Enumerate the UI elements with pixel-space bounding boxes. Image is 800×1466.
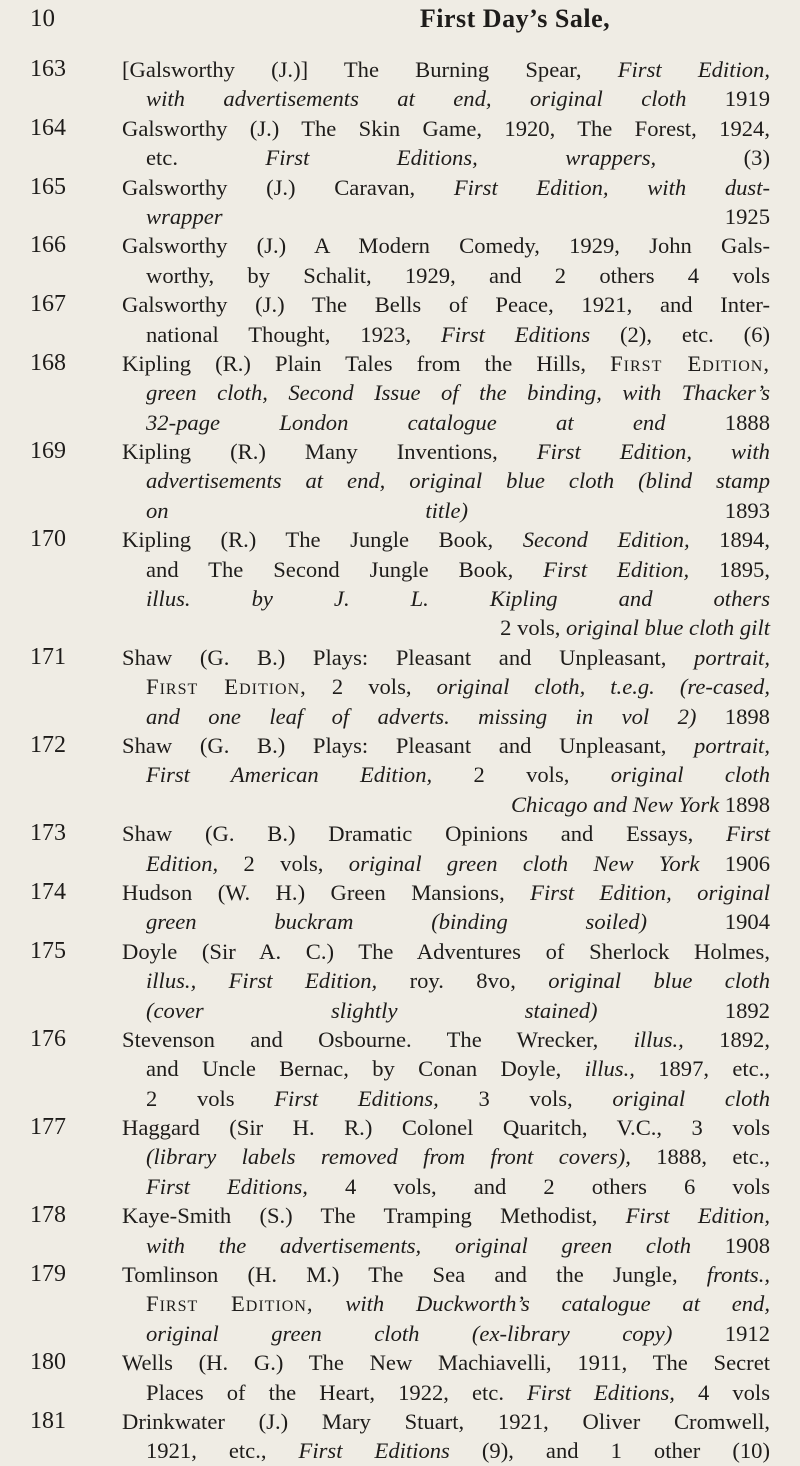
lot-text-segment: and The Second Jungle Book, xyxy=(146,556,544,582)
lot-description xyxy=(122,437,770,525)
lot-text-segment: original green cloth New York xyxy=(348,850,700,876)
lot-text-segment: Shaw (G. B.) Plays: Pleasant and Unpleasant, xyxy=(122,732,695,758)
lot-text-segment: 1898 xyxy=(719,791,770,817)
lot-number: 171 xyxy=(30,643,66,670)
lot-number: 172 xyxy=(30,731,66,758)
lot-line xyxy=(122,878,770,907)
lot-text-segment: 3 vols, xyxy=(438,1085,613,1111)
lot-description xyxy=(122,937,770,1025)
lot-entry xyxy=(0,878,800,937)
lot-text-segment: First Edition, original xyxy=(530,879,770,905)
lot-entry xyxy=(0,231,800,290)
lot-line xyxy=(122,525,770,554)
lot-list xyxy=(0,55,800,1466)
lot-text-segment: First Edition, xyxy=(146,674,307,700)
lot-text-segment: 4 vols, and 2 others 6 vols xyxy=(307,1173,770,1199)
lot-line xyxy=(122,996,770,1025)
lot-text-segment: portrait, xyxy=(694,644,770,670)
lot-text-segment: 1912 xyxy=(672,1320,770,1346)
lot-text-segment: First Edition, xyxy=(543,556,690,582)
lot-text-segment: green cloth, Second Issue of the binding, with Thacker’s xyxy=(146,380,770,406)
lot-text-segment: illus. by J. L. Kipling and others xyxy=(146,586,770,612)
lot-line xyxy=(122,1260,770,1289)
lot-description xyxy=(122,231,770,290)
lot-line xyxy=(122,1231,770,1260)
lot-line xyxy=(122,349,770,378)
lot-text-segment: original green cloth (ex-library copy) xyxy=(146,1320,673,1346)
lot-line xyxy=(122,1201,770,1230)
lot-text-segment: (cover slightly stained) xyxy=(146,997,598,1023)
lot-line xyxy=(122,143,770,172)
lot-description xyxy=(122,173,770,232)
lot-entry xyxy=(0,1407,800,1466)
lot-text-segment: First Editions, xyxy=(274,1085,439,1111)
lot-text-segment: illus., First Edition, xyxy=(146,968,378,994)
lot-text-segment: 1897, etc., xyxy=(634,1056,771,1082)
lot-number: 163 xyxy=(30,56,66,82)
lot-line xyxy=(122,173,770,202)
lot-line xyxy=(122,1436,770,1465)
lot-text-segment: with advertisements at end, original cloth xyxy=(146,86,687,112)
lot-line xyxy=(122,378,770,407)
lot-text-segment: First Edition, xyxy=(625,1203,770,1229)
lot-text-segment: Doyle (Sir A. C.) The Adventures of Sherlock Holmes, xyxy=(122,938,770,964)
lot-text-segment: Places of the Heart, 1922, etc. xyxy=(146,1379,527,1405)
lot-text-segment: First Edition, xyxy=(617,57,770,82)
lot-line xyxy=(122,613,770,642)
lot-text-segment: roy. 8vo, xyxy=(377,968,549,994)
lot-text-segment: 4 vols xyxy=(674,1379,770,1405)
lot-line xyxy=(122,1054,770,1083)
lot-text-segment: 1895, xyxy=(689,556,770,582)
lot-line xyxy=(122,584,770,613)
lot-text-segment: original blue cloth xyxy=(548,968,770,994)
lot-text-segment: Galsworthy (J.) The Bells of Peace, 1921, and Inter- xyxy=(122,292,770,318)
lot-text-segment: First Editions xyxy=(441,321,591,347)
lot-line xyxy=(122,84,770,113)
lot-text-segment: original cloth xyxy=(610,762,770,788)
page-number: 10 xyxy=(30,5,55,32)
lot-text-segment: [Galsworthy (J.)] The Burning Spear, xyxy=(122,57,618,82)
lot-text-segment: (3) xyxy=(656,145,770,171)
lot-line xyxy=(122,466,770,495)
lot-number: 180 xyxy=(30,1349,66,1376)
lot-text-segment: 1908 xyxy=(691,1232,770,1258)
lot-text-segment: and one leaf of adverts. missing in vol 2) xyxy=(146,703,697,729)
lot-number: 165 xyxy=(30,173,66,200)
lot-text-segment: portrait, xyxy=(694,732,770,758)
lot-text-segment: (library labels removed from front covers), xyxy=(146,1144,631,1170)
lot-line xyxy=(122,672,770,701)
lot-entry xyxy=(0,290,800,349)
lot-description xyxy=(122,114,770,173)
lot-line xyxy=(122,1407,770,1436)
lot-description xyxy=(122,878,770,937)
lot-number: 173 xyxy=(30,820,66,847)
lot-text-segment: 1888, etc., xyxy=(630,1144,770,1170)
lot-text-segment: Kaye-Smith (S.) The Tramping Methodist, xyxy=(122,1203,626,1229)
lot-text-segment: Kipling (R.) The Jungle Book, xyxy=(122,527,523,553)
lot-line xyxy=(122,261,770,290)
lot-number: 175 xyxy=(30,937,66,964)
lot-text-segment: Second Edition, xyxy=(522,527,690,553)
lot-text-segment: 1904 xyxy=(647,909,770,935)
lot-line xyxy=(122,114,770,143)
lot-text-segment: 2 vols xyxy=(146,1085,275,1111)
lot-text-segment: Edition, xyxy=(146,850,219,876)
lot-text-segment: Kipling (R.) Plain Tales from the Hills, xyxy=(122,350,611,376)
lot-entry xyxy=(0,1348,800,1407)
lot-text-segment: Shaw (G. B.) Plays: Pleasant and Unpleasant, xyxy=(122,644,695,670)
lot-text-segment: Wells (H. G.) The New Machiavelli, 1911, The Secret xyxy=(122,1350,770,1376)
lot-line xyxy=(122,437,770,466)
lot-line xyxy=(122,320,770,349)
lot-text-segment: 1892 xyxy=(597,997,770,1023)
lot-description xyxy=(122,1201,770,1260)
lot-text-segment: First Editions, xyxy=(527,1379,675,1405)
lot-description xyxy=(122,1348,770,1407)
lot-text-segment: with the advertisements, original green cloth xyxy=(146,1232,692,1258)
lot-line xyxy=(122,555,770,584)
lot-text-segment: Shaw (G. B.) Dramatic Opinions and Essays, xyxy=(122,821,727,847)
lot-text-segment: 2 vols, xyxy=(218,850,349,876)
lot-line xyxy=(122,1142,770,1171)
lot-number: 167 xyxy=(30,291,66,318)
lot-text-segment: (9), and 1 other (10) xyxy=(449,1438,771,1464)
lot-line xyxy=(122,1084,770,1113)
lot-line xyxy=(122,966,770,995)
lot-text-segment: Galsworthy (J.) A Modern Comedy, 1929, John Gals- xyxy=(122,233,770,259)
lot-text-segment: Drinkwater (J.) Mary Stuart, 1921, Oliver Cromwell, xyxy=(122,1408,770,1434)
lot-text-segment: Kipling (R.) Many Inventions, xyxy=(122,439,537,465)
lot-line xyxy=(122,231,770,260)
lot-entry xyxy=(0,114,800,173)
lot-description xyxy=(122,1025,770,1113)
lot-line xyxy=(122,819,770,848)
lot-text-segment: original cloth xyxy=(612,1085,770,1111)
lot-text-segment: 1893 xyxy=(468,497,770,523)
lot-text-segment: and Uncle Bernac, by Conan Doyle, xyxy=(146,1056,585,1082)
lot-number: 170 xyxy=(30,526,66,553)
lot-line xyxy=(122,731,770,760)
lot-number: 166 xyxy=(30,232,66,259)
lot-text-segment: First Edition, with dust- xyxy=(453,174,771,200)
lot-number: 176 xyxy=(30,1025,66,1052)
lot-text-segment: original blue cloth gilt xyxy=(566,615,770,641)
lot-line xyxy=(122,760,770,789)
lot-text-segment: wrapper xyxy=(146,203,223,229)
lot-text-segment: 1906 xyxy=(699,850,770,876)
lot-text-segment: First Edition, xyxy=(610,350,771,376)
lot-text-segment: Chicago and New York xyxy=(510,791,720,817)
lot-text-segment: Haggard (Sir H. R.) Colonel Quaritch, V.C., 3 vols xyxy=(122,1115,770,1141)
lot-text-segment: worthy, by Schalit, 1929, and 2 others 4 vols xyxy=(146,262,770,288)
lot-text-segment: 2 vols, xyxy=(306,674,437,700)
lot-text-segment xyxy=(314,1291,346,1316)
lot-entry xyxy=(0,437,800,525)
lot-description xyxy=(122,290,770,349)
lot-text-segment: 1888 xyxy=(665,409,770,435)
lot-text-segment: 1898 xyxy=(696,703,770,729)
lot-line xyxy=(122,1378,770,1407)
lot-entry xyxy=(0,1025,800,1113)
lot-text-segment: Galsworthy (J.) The Skin Game, 1920, The Forest, 1924, xyxy=(122,115,770,141)
lot-line xyxy=(122,790,770,819)
lot-text-segment: First American Edition, xyxy=(146,762,433,788)
lot-number: 181 xyxy=(30,1407,66,1434)
lot-entry xyxy=(0,1260,800,1348)
lot-text-segment: 1919 xyxy=(686,86,770,112)
lot-text-segment: First Editions xyxy=(298,1438,450,1464)
lot-text-segment: illus., xyxy=(633,1026,684,1052)
lot-entry xyxy=(0,173,800,232)
lot-text-segment: 2 vols, xyxy=(432,762,611,788)
lot-entry xyxy=(0,1201,800,1260)
lot-number: 177 xyxy=(30,1114,66,1141)
lot-text-segment: 1925 xyxy=(222,203,770,229)
lot-entry xyxy=(0,643,800,731)
lot-line xyxy=(122,643,770,672)
lot-line xyxy=(122,849,770,878)
lot-number: 169 xyxy=(30,438,66,465)
running-head: First Day’s Sale, xyxy=(419,4,611,33)
lot-entry xyxy=(0,731,800,819)
lot-number: 174 xyxy=(30,878,66,905)
lot-text-segment: (2), etc. (6) xyxy=(590,321,771,347)
lot-line xyxy=(122,1289,770,1318)
lot-text-segment: Galsworthy (J.) Caravan, xyxy=(122,174,454,200)
lot-description xyxy=(122,349,770,437)
lot-text-segment: illus., xyxy=(584,1056,635,1082)
lot-number: 164 xyxy=(30,114,66,141)
lot-line xyxy=(122,1172,770,1201)
lot-text-segment: First Edition, with xyxy=(536,439,770,465)
lot-text-segment: original cloth, t.e.g. (re-cased, xyxy=(436,674,770,700)
lot-text-segment: Tomlinson (H. M.) The Sea and the Jungle, xyxy=(122,1262,707,1288)
lot-number: 179 xyxy=(30,1261,66,1288)
lot-description xyxy=(122,1260,770,1348)
lot-text-segment: First Edition, xyxy=(146,1291,314,1317)
lot-line xyxy=(122,1113,770,1142)
lot-description xyxy=(122,819,770,878)
lot-description xyxy=(122,643,770,731)
lot-text-segment: green buckram (binding soiled) xyxy=(146,909,648,935)
lot-entry xyxy=(0,55,800,114)
lot-entry xyxy=(0,937,800,1025)
lot-description xyxy=(122,731,770,819)
lot-text-segment: etc. xyxy=(146,145,266,171)
lot-text-segment: 1894, xyxy=(689,527,770,553)
lot-entry xyxy=(0,525,800,643)
lot-line xyxy=(122,1348,770,1377)
lot-line xyxy=(122,937,770,966)
lot-description xyxy=(122,55,770,114)
lot-number: 168 xyxy=(30,349,66,376)
lot-text-segment: 1921, etc., xyxy=(146,1438,299,1464)
lot-number: 178 xyxy=(30,1202,66,1229)
lot-line xyxy=(122,702,770,731)
lot-text-segment: fronts., xyxy=(706,1262,770,1288)
lot-line xyxy=(122,55,770,84)
lot-text-segment: 32-page London catalogue at end xyxy=(146,409,666,435)
lot-text-segment: national Thought, 1923, xyxy=(146,321,441,347)
lot-text-segment: with Duckworth’s catalogue at end, xyxy=(345,1291,771,1317)
lot-text-segment: First xyxy=(726,821,770,847)
lot-line xyxy=(122,1319,770,1348)
lot-description xyxy=(122,1113,770,1201)
lot-entry xyxy=(0,349,800,437)
lot-entry xyxy=(0,819,800,878)
lot-line xyxy=(122,408,770,437)
lot-line xyxy=(122,496,770,525)
lot-line xyxy=(122,202,770,231)
lot-text-segment: First Editions, wrappers, xyxy=(265,145,657,171)
lot-description xyxy=(122,525,770,643)
lot-description xyxy=(122,1407,770,1466)
lot-line xyxy=(122,907,770,936)
lot-entry xyxy=(0,1113,800,1201)
lot-text-segment: advertisements at end, original blue cloth (blind stamp xyxy=(146,468,770,494)
lot-line xyxy=(122,290,770,319)
lot-text-segment: on title) xyxy=(146,497,469,523)
lot-text-segment: 1892, xyxy=(683,1026,770,1052)
lot-text-segment: First Editions, xyxy=(146,1173,308,1199)
lot-text-segment: Stevenson and Osbourne. The Wrecker, xyxy=(122,1026,634,1052)
lot-line xyxy=(122,1025,770,1054)
lot-text-segment: 2 vols, xyxy=(500,615,567,641)
lot-text-segment: Hudson (W. H.) Green Mansions, xyxy=(122,879,531,905)
